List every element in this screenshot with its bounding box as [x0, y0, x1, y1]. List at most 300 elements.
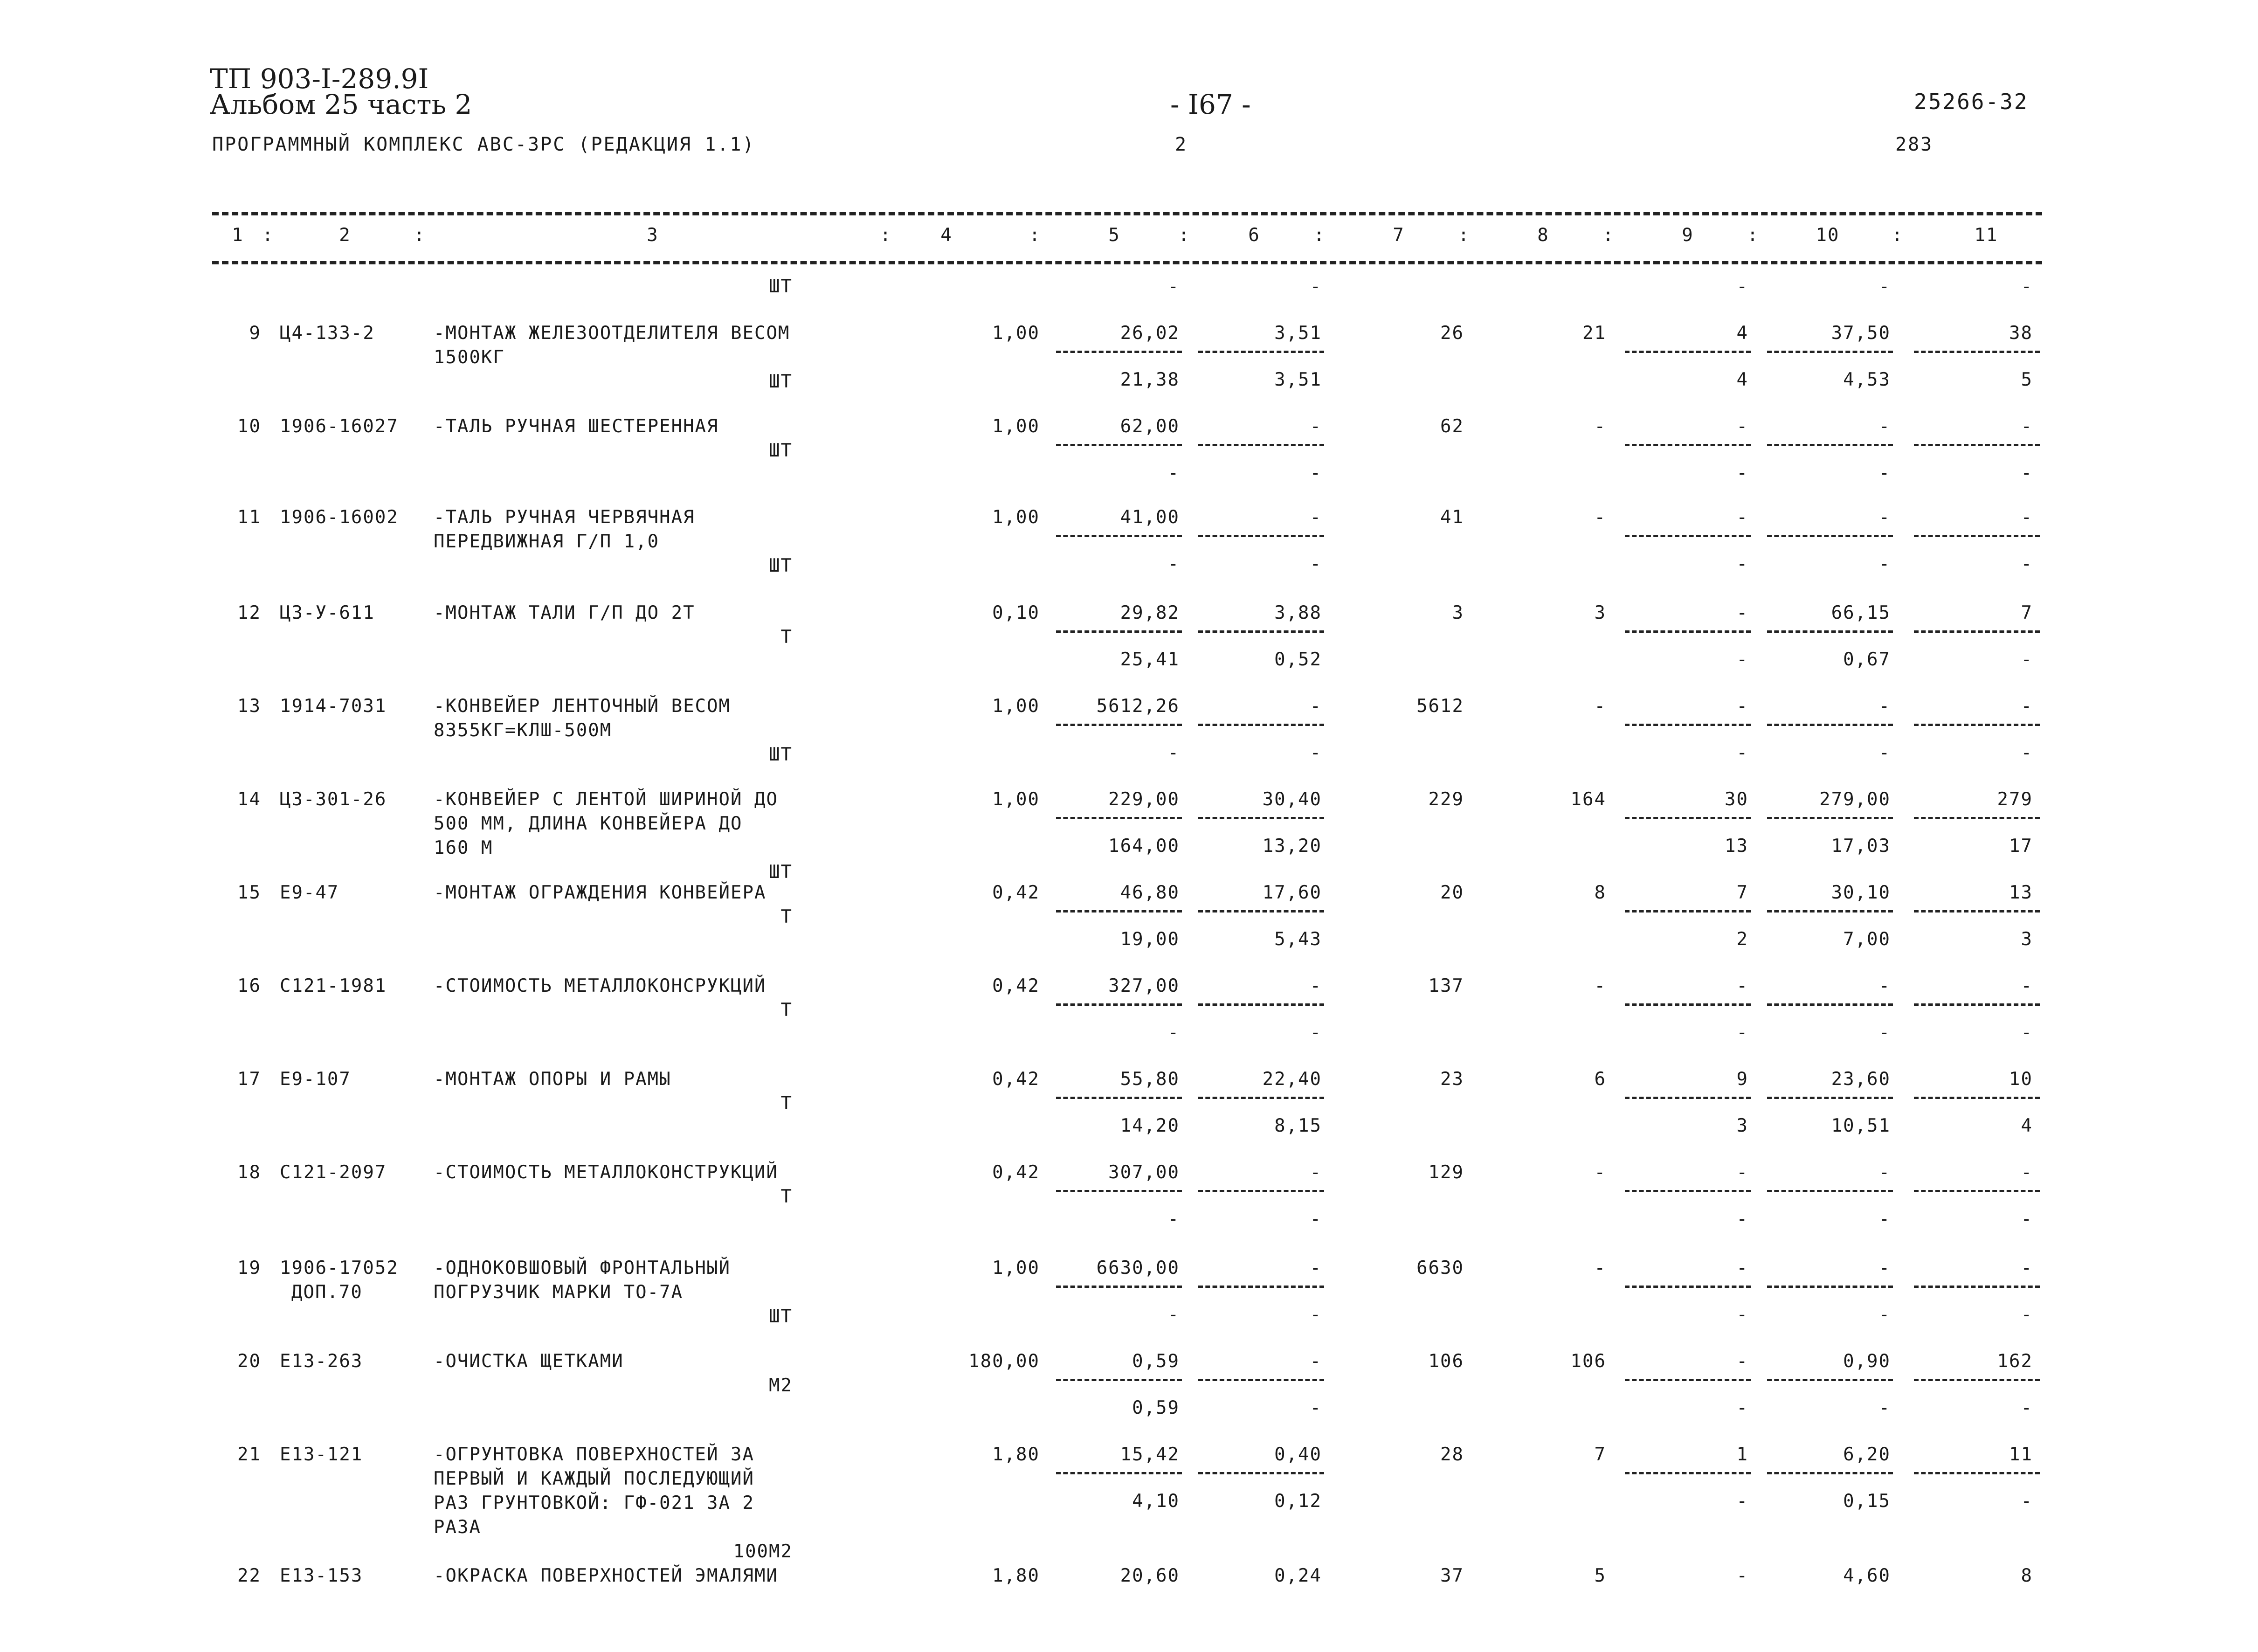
row-value-c8: -	[1594, 507, 1606, 528]
row-value-c8: 106	[1570, 1351, 1606, 1372]
row-value-c5a: -	[1167, 276, 1180, 297]
row-value-c5b: -	[1167, 1209, 1180, 1230]
row-unit: ШТ	[769, 744, 793, 765]
row-value-c11a: -	[2021, 416, 2033, 437]
row-value-c9a: -	[1736, 416, 1748, 437]
value-separator	[1914, 1003, 2040, 1006]
row-value-c6a: 0,40	[1274, 1444, 1322, 1465]
value-separator	[1625, 1190, 1751, 1192]
row-value-c5a: 307,00	[1108, 1162, 1180, 1183]
row-value-c7: 129	[1428, 1162, 1464, 1183]
row-code: Е13-121	[280, 1444, 363, 1465]
row-value-c4: 1,00	[992, 1258, 1040, 1279]
row-value-c7: 41	[1440, 507, 1464, 528]
row-value-c4: 0,10	[992, 602, 1040, 623]
row-number: 12	[237, 602, 261, 623]
row-value-c4: 0,42	[992, 975, 1040, 996]
row-value-c10a: -	[1878, 1258, 1891, 1279]
row-value-c6b: -	[1310, 1397, 1322, 1418]
row-value-c5b: -	[1167, 463, 1180, 484]
row-description: -КОНВЕЙЕР С ЛЕНТОЙ ШИРИНОЙ ДО	[434, 789, 778, 810]
program-page: 2	[1175, 134, 1188, 155]
value-separator	[1625, 1003, 1751, 1006]
row-value-c10b: 10,51	[1831, 1115, 1891, 1136]
row-description: 160 М	[434, 837, 493, 858]
row-value-c9b: 13	[1725, 836, 1748, 857]
value-separator	[1767, 1003, 1893, 1006]
value-separator	[1056, 1472, 1182, 1474]
row-value-c11a: -	[2021, 1258, 2033, 1279]
row-code: Е13-263	[280, 1351, 363, 1372]
row-value-c10a: 6,20	[1843, 1444, 1891, 1465]
row-number: 14	[237, 789, 261, 810]
value-separator	[1767, 535, 1893, 537]
row-value-c11a: 279	[1997, 789, 2033, 810]
value-separator	[1914, 444, 2040, 446]
row-description: -ОГРУНТОВКА ПОВЕРХНОСТЕЙ ЗА	[434, 1444, 754, 1465]
row-value-c5a: 55,80	[1120, 1069, 1180, 1090]
value-separator	[1914, 1472, 2040, 1474]
row-number: 20	[237, 1351, 261, 1372]
row-value-c10a: 279,00	[1819, 789, 1891, 810]
value-separator	[1914, 535, 2040, 537]
value-separator	[1198, 535, 1324, 537]
row-value-c11b: 5	[2021, 369, 2033, 390]
row-value-c9b: -	[1736, 649, 1748, 670]
value-separator	[1198, 817, 1324, 819]
row-value-c11a: -	[2021, 507, 2033, 528]
row-value-c7: 229	[1428, 789, 1464, 810]
value-separator	[1625, 535, 1751, 537]
row-value-c10a: 66,15	[1831, 602, 1891, 623]
row-unit: М2	[769, 1375, 793, 1396]
row-unit: ШТ	[769, 1306, 793, 1327]
column-divider: :	[1602, 225, 1615, 246]
row-code: 1906-17052	[280, 1258, 399, 1279]
value-separator	[1767, 351, 1893, 353]
row-value-c9a: 30	[1725, 789, 1748, 810]
row-value-c11b: -	[2021, 1397, 2033, 1418]
row-value-c6b: 13,20	[1262, 836, 1322, 857]
value-separator	[1625, 630, 1751, 633]
row-description: 1500КГ	[434, 347, 505, 368]
row-value-c10a: 30,10	[1831, 882, 1891, 903]
row-value-c6a: -	[1310, 507, 1322, 528]
row-description: -ОКРАСКА ПОВЕРХНОСТЕЙ ЭМАЛЯМИ	[434, 1565, 778, 1586]
value-separator	[1767, 817, 1893, 819]
row-value-c5a: 15,42	[1120, 1444, 1180, 1465]
row-number: 22	[237, 1565, 261, 1586]
row-value-c5b: -	[1167, 742, 1180, 763]
row-code: 1914-7031	[280, 696, 387, 717]
row-value-c7: 62	[1440, 416, 1464, 437]
row-value-c6a: -	[1310, 1258, 1322, 1279]
row-value-c5b: -	[1167, 1022, 1180, 1043]
column-header-2: 2	[339, 225, 351, 246]
value-separator	[1625, 1379, 1751, 1381]
row-unit: ШТ	[769, 371, 793, 392]
row-value-c9a: -	[1736, 696, 1748, 717]
row-code: Е13-153	[280, 1565, 363, 1586]
row-unit: Т	[780, 1093, 793, 1114]
row-value-c6a: -	[1310, 975, 1322, 996]
row-value-c11b: 17	[2009, 836, 2033, 857]
row-value-c9b: 4	[1736, 369, 1748, 390]
row-value-c6b: 3,51	[1274, 369, 1322, 390]
row-code: С121-2097	[280, 1162, 387, 1183]
value-separator	[1625, 1286, 1751, 1288]
row-value-c9b: -	[1736, 1304, 1748, 1325]
row-value-c9a: -	[1736, 1162, 1748, 1183]
row-value-c4: 1,00	[992, 323, 1040, 344]
row-value-c8: 3	[1594, 602, 1606, 623]
value-separator	[1914, 630, 2040, 633]
value-separator	[1914, 910, 2040, 912]
value-separator	[1767, 724, 1893, 726]
row-value-c5b: 25,41	[1120, 649, 1180, 670]
value-separator	[1198, 444, 1324, 446]
row-value-c8: 5	[1594, 1565, 1606, 1586]
doc-code: ТП 903-I-289.9I	[210, 63, 429, 95]
row-value-c4: 1,00	[992, 507, 1040, 528]
value-separator	[1198, 910, 1324, 912]
row-value-c7: 26	[1440, 323, 1464, 344]
row-value-c6a: 3,51	[1274, 323, 1322, 344]
row-description: -МОНТАЖ ОГРАЖДЕНИЯ КОНВЕЙЕРА	[434, 882, 766, 903]
column-divider: :	[262, 225, 274, 246]
row-value-c7: 20	[1440, 882, 1464, 903]
row-value-c5a: 29,82	[1120, 602, 1180, 623]
row-number: 19	[237, 1258, 261, 1279]
row-value-c7: 106	[1428, 1351, 1464, 1372]
value-separator	[1056, 351, 1182, 353]
row-value-c6b: 0,52	[1274, 649, 1322, 670]
row-value-c11a: 162	[1997, 1351, 2033, 1372]
row-value-c4: 0,42	[992, 1069, 1040, 1090]
row-value-c5b: 0,59	[1132, 1397, 1180, 1418]
row-value-c11b: -	[2021, 1491, 2033, 1512]
row-value-c11b: 3	[2021, 929, 2033, 950]
row-value-c11a: 11	[2009, 1444, 2033, 1465]
column-header-7: 7	[1393, 225, 1405, 246]
row-description: ПЕРВЫЙ И КАЖДЫЙ ПОСЛЕДУЮЩИЙ	[434, 1468, 754, 1489]
row-value-c6b: -	[1310, 1022, 1322, 1043]
value-separator	[1056, 1286, 1182, 1288]
row-value-c11a: -	[2021, 276, 2033, 297]
row-value-c5a: 41,00	[1120, 507, 1180, 528]
row-unit: ШТ	[769, 555, 793, 576]
row-value-c4: 1,80	[992, 1565, 1040, 1586]
row-value-c7: 6630	[1416, 1258, 1464, 1279]
row-number: 21	[237, 1444, 261, 1465]
row-value-c11b: -	[2021, 742, 2033, 763]
row-description: -ТАЛЬ РУЧНАЯ ШЕСТЕРЕННАЯ	[434, 416, 719, 437]
value-separator	[1914, 1286, 2040, 1288]
row-value-c5a: 20,60	[1120, 1565, 1180, 1586]
value-separator	[1625, 1097, 1751, 1099]
row-unit: ШТ	[769, 862, 793, 883]
row-value-c7: 5612	[1416, 696, 1464, 717]
row-value-c9a: 4	[1736, 323, 1748, 344]
row-value-c8: 6	[1594, 1069, 1606, 1090]
row-code: Е9-47	[280, 882, 339, 903]
row-value-c8: 7	[1594, 1444, 1606, 1465]
row-value-c11b: -	[2021, 1304, 2033, 1325]
value-separator	[1767, 1190, 1893, 1192]
row-value-c5b: 4,10	[1132, 1491, 1180, 1512]
column-header-6: 6	[1248, 225, 1260, 246]
row-value-c4: 1,00	[992, 416, 1040, 437]
row-value-c11a: 10	[2009, 1069, 2033, 1090]
value-separator	[1056, 444, 1182, 446]
row-value-c8: -	[1594, 1162, 1606, 1183]
value-separator	[1198, 1472, 1324, 1474]
row-value-c11b: -	[2021, 463, 2033, 484]
row-value-c9a: 9	[1736, 1069, 1748, 1090]
row-value-c5a: 229,00	[1108, 789, 1180, 810]
value-separator	[1767, 444, 1893, 446]
value-separator	[1198, 724, 1324, 726]
row-number: 10	[237, 416, 261, 437]
value-separator	[1056, 1190, 1182, 1192]
row-value-c5a: 5612,26	[1096, 696, 1180, 717]
program-title: ПРОГРАММНЫЙ КОМПЛЕКС АВС-3РС (РЕДАКЦИЯ 1.1)	[212, 134, 755, 155]
row-value-c9b: -	[1736, 1209, 1748, 1230]
row-description: -МОНТАЖ ЖЕЛЕЗООТДЕЛИТЕЛЯ ВЕСОМ	[434, 323, 790, 344]
value-separator	[1625, 817, 1751, 819]
program-number: 283	[1895, 134, 1933, 155]
row-value-c5b: 164,00	[1108, 836, 1180, 857]
row-value-c11a: -	[2021, 975, 2033, 996]
row-value-c10a: -	[1878, 696, 1891, 717]
row-value-c10b: -	[1878, 1209, 1891, 1230]
row-value-c9b: -	[1736, 1397, 1748, 1418]
row-value-c10a: -	[1878, 276, 1891, 297]
row-value-c7: 28	[1440, 1444, 1464, 1465]
value-separator	[1914, 1190, 2040, 1192]
row-value-c7: 137	[1428, 975, 1464, 996]
column-divider: :	[880, 225, 892, 246]
row-value-c6b: -	[1310, 1209, 1322, 1230]
row-value-c4: 0,42	[992, 882, 1040, 903]
column-header-3: 3	[647, 225, 659, 246]
row-value-c7: 37	[1440, 1565, 1464, 1586]
row-number: 13	[237, 696, 261, 717]
row-value-c10a: -	[1878, 507, 1891, 528]
value-separator	[1767, 1472, 1893, 1474]
row-value-c5a: 327,00	[1108, 975, 1180, 996]
row-value-c5b: 19,00	[1120, 929, 1180, 950]
row-value-c6a: 3,88	[1274, 602, 1322, 623]
value-separator	[1056, 1379, 1182, 1381]
row-description: -МОНТАЖ ОПОРЫ И РАМЫ	[434, 1069, 671, 1090]
row-description: ПЕРЕДВИЖНАЯ Г/П 1,0	[434, 531, 660, 552]
row-unit: Т	[780, 1000, 793, 1021]
column-header-9: 9	[1682, 225, 1694, 246]
row-value-c6a: 22,40	[1262, 1069, 1322, 1090]
row-value-c9a: -	[1736, 602, 1748, 623]
row-value-c11b: -	[2021, 1209, 2033, 1230]
row-value-c10b: -	[1878, 1022, 1891, 1043]
row-value-c6b: 5,43	[1274, 929, 1322, 950]
page-number: - I67 -	[1170, 89, 1251, 120]
row-value-c5a: 26,02	[1120, 323, 1180, 344]
row-code-suffix: ДОП.70	[291, 1282, 363, 1303]
row-value-c11a: 13	[2009, 882, 2033, 903]
row-code: С121-1981	[280, 975, 387, 996]
row-value-c11a: -	[2021, 1162, 2033, 1183]
row-value-c9a: -	[1736, 276, 1748, 297]
value-separator	[1767, 1286, 1893, 1288]
row-code: 1906-16002	[280, 507, 399, 528]
row-value-c10b: 4,53	[1843, 369, 1891, 390]
row-value-c8: -	[1594, 975, 1606, 996]
row-value-c8: -	[1594, 1258, 1606, 1279]
value-separator	[1767, 630, 1893, 633]
value-separator	[1914, 1379, 2040, 1381]
row-description: -СТОИМОСТЬ МЕТАЛЛОКОНСРУКЦИЙ	[434, 975, 766, 996]
row-value-c6b: -	[1310, 463, 1322, 484]
row-unit: ШТ	[769, 440, 793, 461]
column-header-4: 4	[940, 225, 953, 246]
row-value-c9a: 7	[1736, 882, 1748, 903]
row-value-c10a: -	[1878, 975, 1891, 996]
row-number: 18	[237, 1162, 261, 1183]
row-value-c10a: 37,50	[1831, 323, 1891, 344]
row-code: Е9-107	[280, 1069, 351, 1090]
row-value-c6a: -	[1310, 416, 1322, 437]
row-value-c11b: -	[2021, 553, 2033, 574]
row-description: -КОНВЕЙЕР ЛЕНТОЧНЫЙ ВЕСОМ	[434, 696, 731, 717]
row-description: РАЗ ГРУНТОВКОЙ: ГФ-021 ЗА 2	[434, 1493, 754, 1514]
row-value-c7: 23	[1440, 1069, 1464, 1090]
value-separator	[1767, 1097, 1893, 1099]
row-code: Ц3-301-26	[280, 789, 387, 810]
row-description: -ОЧИСТКА ЩЕТКАМИ	[434, 1351, 624, 1372]
column-divider: :	[1029, 225, 1041, 246]
row-value-c4: 1,80	[992, 1444, 1040, 1465]
row-value-c10a: 23,60	[1831, 1069, 1891, 1090]
value-separator	[1198, 1379, 1324, 1381]
value-separator	[1767, 910, 1893, 912]
row-value-c9b: -	[1736, 1491, 1748, 1512]
row-value-c5b: -	[1167, 1304, 1180, 1325]
row-value-c8: -	[1594, 696, 1606, 717]
column-header-8: 8	[1537, 225, 1549, 246]
row-value-c11a: 7	[2021, 602, 2033, 623]
value-separator	[1625, 1472, 1751, 1474]
row-value-c5b: -	[1167, 553, 1180, 574]
row-value-c6b: -	[1310, 742, 1322, 763]
row-value-c6a: -	[1310, 1162, 1322, 1183]
row-value-c6a: 17,60	[1262, 882, 1322, 903]
row-description: -СТОИМОСТЬ МЕТАЛЛОКОНСТРУКЦИЙ	[434, 1162, 778, 1183]
value-separator	[1056, 1097, 1182, 1099]
row-value-c9a: -	[1736, 975, 1748, 996]
row-code: 1906-16027	[280, 416, 399, 437]
value-separator	[1198, 1286, 1324, 1288]
row-value-c6a: -	[1310, 1351, 1322, 1372]
column-divider: :	[1747, 225, 1759, 246]
row-value-c5b: 14,20	[1120, 1115, 1180, 1136]
row-value-c9a: -	[1736, 1351, 1748, 1372]
row-value-c10b: 0,67	[1843, 649, 1891, 670]
row-value-c9a: -	[1736, 1258, 1748, 1279]
row-value-c10b: -	[1878, 742, 1891, 763]
row-value-c9b: 3	[1736, 1115, 1748, 1136]
row-value-c9b: -	[1736, 463, 1748, 484]
value-separator	[1056, 724, 1182, 726]
column-divider: :	[414, 225, 426, 246]
value-separator	[1198, 630, 1324, 633]
table-top-rule	[212, 212, 2042, 215]
row-unit: ШТ	[769, 276, 793, 297]
value-separator	[1914, 724, 2040, 726]
row-description: -ТАЛЬ РУЧНАЯ ЧЕРВЯЧНАЯ	[434, 507, 695, 528]
row-description: ПОГРУЗЧИК МАРКИ ТО-7А	[434, 1282, 684, 1303]
row-code: Ц3-У-611	[280, 602, 375, 623]
value-separator	[1198, 1003, 1324, 1006]
row-value-c11a: 8	[2021, 1565, 2033, 1586]
column-header-5: 5	[1108, 225, 1120, 246]
value-separator	[1198, 1097, 1324, 1099]
row-value-c11a: -	[2021, 696, 2033, 717]
row-value-c9b: -	[1736, 553, 1748, 574]
row-value-c11b: -	[2021, 1022, 2033, 1043]
value-separator	[1625, 351, 1751, 353]
row-value-c9b: -	[1736, 742, 1748, 763]
row-value-c11a: 38	[2009, 323, 2033, 344]
row-value-c7: 3	[1452, 602, 1464, 623]
row-value-c5b: 21,38	[1120, 369, 1180, 390]
row-value-c11b: 4	[2021, 1115, 2033, 1136]
value-separator	[1056, 910, 1182, 912]
row-value-c6b: -	[1310, 1304, 1322, 1325]
row-value-c5a: 46,80	[1120, 882, 1180, 903]
column-header-1: 1	[232, 225, 244, 246]
column-divider: :	[1458, 225, 1470, 246]
row-value-c9a: -	[1736, 507, 1748, 528]
row-number: 11	[237, 507, 261, 528]
row-value-c10b: -	[1878, 1304, 1891, 1325]
value-separator	[1914, 1097, 2040, 1099]
value-separator	[1056, 630, 1182, 633]
row-value-c10a: 4,60	[1843, 1565, 1891, 1586]
row-value-c4: 1,00	[992, 789, 1040, 810]
row-value-c4: 1,00	[992, 696, 1040, 717]
value-separator	[1198, 1190, 1324, 1192]
row-value-c10b: 0,15	[1843, 1491, 1891, 1512]
row-number: 16	[237, 975, 261, 996]
row-unit: Т	[780, 627, 793, 648]
column-divider: :	[1313, 225, 1326, 246]
row-value-c4: 0,42	[992, 1162, 1040, 1183]
value-separator	[1914, 351, 2040, 353]
value-separator	[1625, 910, 1751, 912]
doc-id: 25266-32	[1914, 89, 2029, 114]
value-separator	[1625, 724, 1751, 726]
value-separator	[1625, 444, 1751, 446]
row-description: -ОДНОКОВШОВЫЙ ФРОНТАЛЬНЫЙ	[434, 1258, 731, 1279]
row-value-c10b: -	[1878, 1397, 1891, 1418]
row-value-c9b: -	[1736, 1022, 1748, 1043]
row-value-c6a: -	[1310, 696, 1322, 717]
row-number: 15	[237, 882, 261, 903]
album-label: Альбом 25 часть 2	[210, 89, 472, 120]
value-separator	[1767, 1379, 1893, 1381]
row-value-c10a: 0,90	[1843, 1351, 1891, 1372]
row-value-c6a: 30,40	[1262, 789, 1322, 810]
